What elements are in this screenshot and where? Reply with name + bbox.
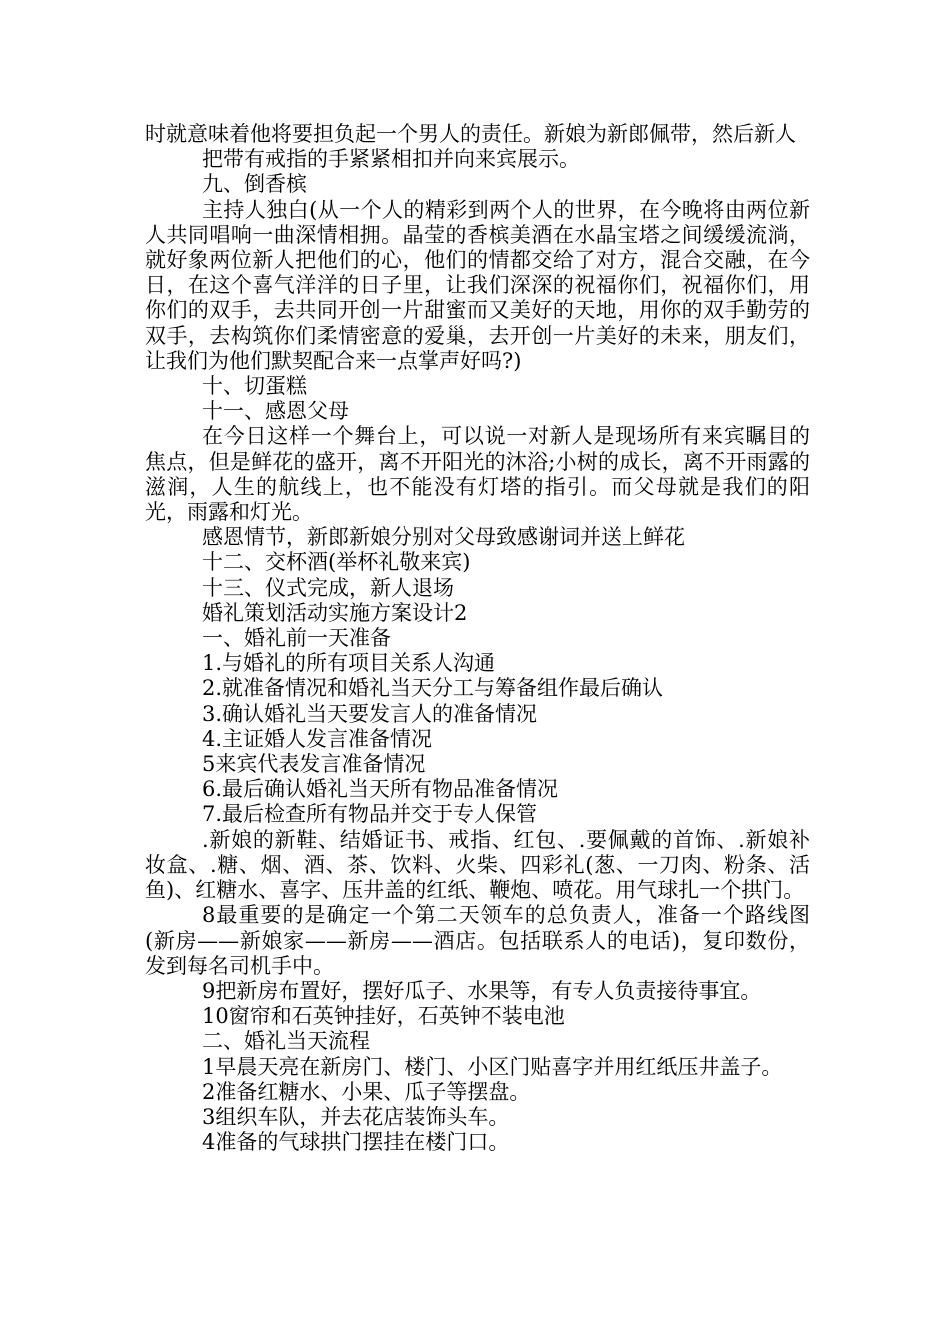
- paragraph-host-monologue: 主持人独白(从一个人的精彩到两个人的世界，在今晚将由两位新人共同唱响一曲深情相拥。晶莹的香槟美酒在水晶宝塔之间缓缓流淌，就好象两位新人把他们的心，他们的情都交给了对方，混合交融，在今日，在这个喜气洋洋的日子里，让我们深深的祝福你们，祝福你们，用你们的双手，去共同开创一片甜蜜而又美好的天地，用你的双手勤劳的双手，去构筑你们柔情密意的爱巢，去开创一片美好的未来，朋友们，让我们为他们默契配合来一点掌声好吗?): [145, 197, 810, 373]
- section-heading-wedding-day: 二、婚礼当天流程: [202, 1029, 370, 1054]
- paragraph-gratitude-segment: 感恩情节，新郎新娘分别对父母致感谢词并送上鲜花: [202, 525, 685, 550]
- list-item-6: 6.最后确认婚礼当天所有物品准备情况: [202, 777, 559, 802]
- paragraph-2: 把带有戒指的手紧紧相扣并向来宾展示。: [202, 147, 580, 172]
- section-heading-13: 十三、仪式完成，新人退场: [202, 575, 454, 600]
- day-item-4: 4准备的气球拱门摆挂在楼门口。: [202, 1130, 510, 1155]
- paragraph-items-list: .新娘的新鞋、结婚证书、戒指、红包、.要佩戴的首饰、.新娘补妆盒、.糖、烟、酒、茶、饮料、火柴、四彩礼(葱、一刀肉、粉条、活鱼)、红糖水、喜字、压井盖的红纸、鞭炮、喷花。用气球扎一个拱门。: [145, 827, 810, 903]
- list-item-10: 10窗帘和石英钟挂好，石英钟不装电池: [202, 1004, 565, 1029]
- document-body: [145, 122, 810, 1155]
- list-item-3: 3.确认婚礼当天要发言人的准备情况: [202, 701, 538, 726]
- day-item-2: 2准备红糖水、小果、瓜子等摆盘。: [202, 1079, 531, 1104]
- document-subtitle: 婚礼策划活动实施方案设计2: [202, 600, 468, 625]
- list-item-5: 5来宾代表发言准备情况: [202, 752, 426, 777]
- section-heading-11: 十一、感恩父母: [202, 399, 349, 424]
- list-item-7: 7.最后检查所有物品并交于专人保管: [202, 802, 538, 827]
- list-item-4: 4.主证婚人发言准备情况: [202, 726, 433, 751]
- list-item-8: 8最重要的是确定一个第二天领车的总负责人，准备一个路线图(新房——新娘家——新房——酒店。包括联系人的电话)，复印数份，发到每名司机手中。: [145, 903, 810, 978]
- paragraph-gratitude: 在今日这样一个舞台上，可以说一对新人是现场所有来宾瞩目的焦点，但是鲜花的盛开，离不开阳光的沐浴;小树的成长，离不开雨露的滋润，人生的航线上，也不能没有灯塔的指引。而父母就是我们的阳光，雨露和灯光。: [145, 424, 810, 525]
- list-item-9: 9把新房布置好，摆好瓜子、水果等，有专人负责接待事宜。: [202, 978, 762, 1003]
- section-heading-9: 九、倒香槟: [202, 172, 307, 197]
- day-item-1: 1早晨天亮在新房门、楼门、小区门贴喜字并用红纸压井盖子。: [202, 1054, 783, 1079]
- list-item-2: 2.就准备情况和婚礼当天分工与筹备组作最后确认: [202, 676, 664, 701]
- section-heading-10: 十、切蛋糕: [202, 374, 307, 399]
- section-heading-day-before: 一、婚礼前一天准备: [202, 626, 391, 651]
- list-item-1: 1.与婚礼的所有项目关系人沟通: [202, 651, 496, 676]
- section-heading-12: 十二、交杯酒(举杯礼敬来宾): [202, 550, 471, 575]
- paragraph-1: 时就意味着他将要担负起一个男人的责任。新娘为新郎佩带，然后新人: [145, 122, 796, 146]
- day-item-3: 3组织车队，并去花店装饰头车。: [202, 1104, 510, 1129]
